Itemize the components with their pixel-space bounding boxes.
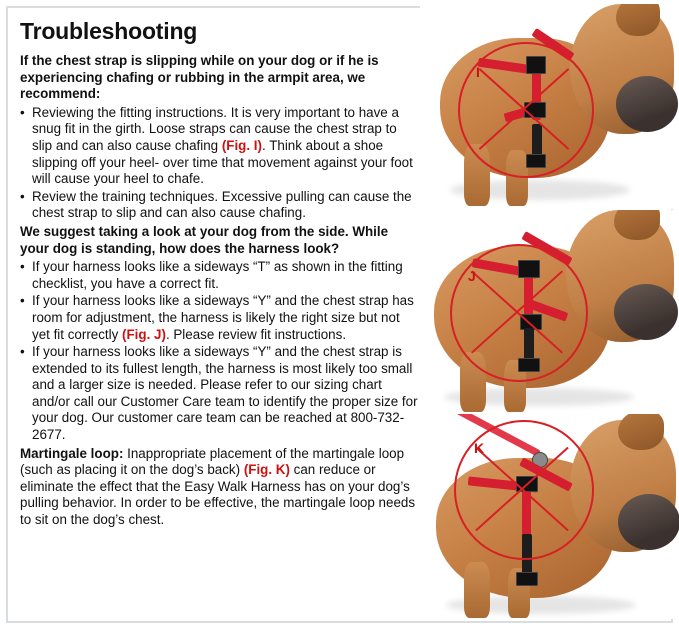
- figure-column: [420, 0, 679, 629]
- bullet-text-pre: Reviewing the fitting instructions. It is very important to have a snug fit in the girth. Loose straps can cause the chest strap to slip and can also cause chafing: [32, 104, 399, 153]
- bullet-list-two: [20, 259, 420, 444]
- page-title: Troubleshooting: [20, 18, 198, 44]
- list-item: [20, 344, 420, 444]
- figure-label-i: I: [476, 64, 480, 80]
- bullet-list-one: [20, 105, 420, 222]
- figure-label-k: K: [474, 440, 485, 456]
- figure-i: [420, 4, 679, 209]
- intro-paragraph: If the chest strap is slipping while on your dog or if he is experiencing chafing or rubbing in the armpit area, we recommend:: [20, 53, 379, 102]
- dog-ear: [616, 4, 660, 36]
- bullet-text-pre: If your harness looks like a sideways “Y” and the chest strap is extended to its fullest length, the harness is most likely too small and a larger size is needed. Please refer to our sizing chart and/or call our Customer Care team to identify the proper size for your dog. Our customer care team can be reached at 800-732-2677.: [32, 344, 418, 443]
- figure-reference: (Fig. I): [221, 137, 262, 153]
- figure-j: [420, 210, 679, 415]
- list-item: [20, 105, 420, 188]
- bullet-text-pre: Review the training techniques. Excessive pulling can cause the chest strap to slip and can also cause chafing.: [32, 188, 412, 221]
- text-column: [20, 18, 420, 531]
- closing-paragraph: [20, 446, 420, 529]
- list-item: [20, 189, 420, 222]
- closing-lead: Martingale loop:: [20, 445, 124, 461]
- dog-muzzle: [616, 76, 678, 132]
- dog-muzzle: [614, 284, 678, 340]
- closing-text-pre: Inappropriate placement of the martingale loop (such as placing it on the dog’s back): [20, 445, 405, 478]
- figure-k: [420, 414, 679, 619]
- dog-leg: [464, 562, 490, 618]
- subheading-paragraph: We suggest taking a look at your dog from the side. While your dog is standing, how does the harness look?: [20, 223, 389, 256]
- list-item: [20, 259, 420, 292]
- bullet-text-pre: If your harness looks like a sideways “T” as shown in the fitting checklist, you have a correct fit.: [32, 259, 403, 291]
- dog-muzzle: [618, 494, 679, 550]
- figure-reference: (Fig. J): [122, 326, 166, 342]
- dog-ear: [618, 414, 664, 450]
- bullet-text-post: . Please review fit instructions.: [165, 326, 347, 342]
- list-item: [20, 293, 420, 343]
- figure-label-j: J: [468, 268, 476, 284]
- harness-lower-buckle: [516, 572, 538, 586]
- bullet-text-post: . Think about a shoe slipping off your heel- over time that movement against your foot will cause your heel to chafe.: [32, 137, 413, 187]
- bullet-text-pre: If your harness looks like a sideways “Y” and the chest strap has room for adjustment, the harness is likely the right size but not yet fit correctly: [32, 293, 414, 342]
- closing-text-post: can reduce or eliminate the effect that the Easy Walk Harness has on your dog’s pulling behavior. In order to be effective, the martingale loop needs to sit on the dog’s chest.: [20, 462, 416, 528]
- figure-reference: (Fig. K): [243, 462, 290, 478]
